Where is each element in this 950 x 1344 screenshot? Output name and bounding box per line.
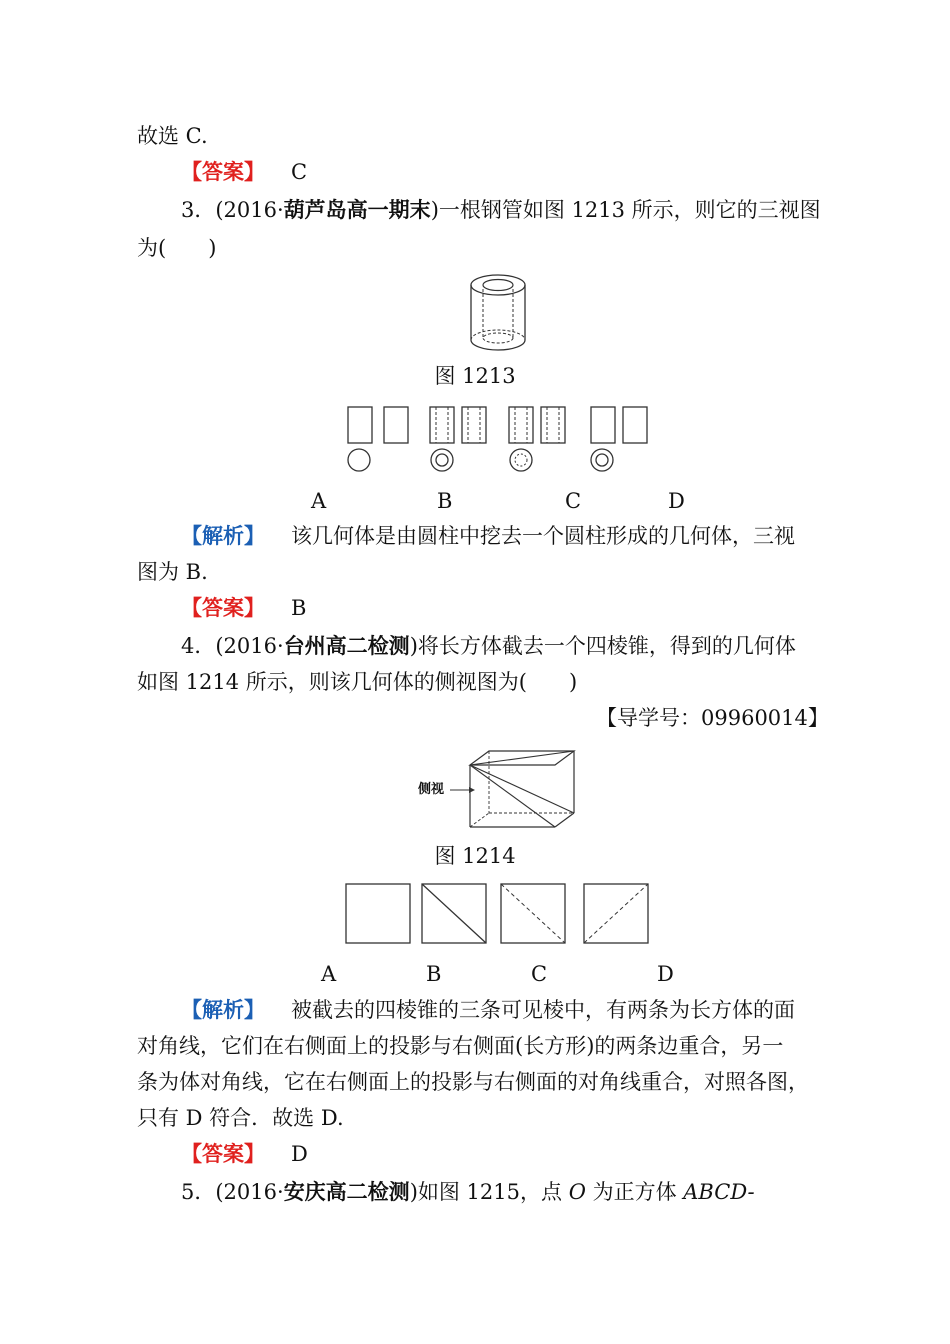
solution-q4-line1: 【解析】 被截去的四棱锥的三条可见棱中，有两条为长方体的面 <box>181 998 795 1022</box>
solution-q4-line4: 只有 D 符合．故选 D. <box>137 1106 344 1130</box>
option-label-d: D <box>657 962 674 986</box>
answer-line-q3: 【答案】 B <box>181 596 307 620</box>
question-source: 葫芦岛高一期末 <box>283 198 431 222</box>
answer-line-q2 <box>181 158 307 186</box>
option-c-side-view <box>501 884 565 943</box>
question-3-line1: 3．(2016·葫芦岛高一期末)一根钢管如图 1213 所示，则它的三视图 <box>181 198 821 222</box>
question-4-line2: 如图 1214 所示，则该几何体的侧视图为( ) <box>137 670 578 694</box>
option-label-a: A <box>321 962 337 986</box>
option-a-side-view <box>346 884 410 943</box>
options-q4-side-views <box>343 882 653 946</box>
guide-number: 【导学号：09960014】 <box>596 706 829 730</box>
solution-q3-line2: 图为 B. <box>137 560 208 584</box>
solution-q4-line3: 条为体对角线，它在右侧面上的投影与右侧面的对角线重合，对照各图， <box>137 1070 809 1094</box>
answer-tag: 【答案】 <box>181 160 265 184</box>
option-c-views <box>509 407 565 471</box>
question-source: 安庆高二检测 <box>283 1180 410 1204</box>
figure-1213-steel-pipe <box>468 272 528 356</box>
option-b-side-view <box>422 884 486 943</box>
option-label-c: C <box>565 489 582 513</box>
option-d-views <box>591 407 647 471</box>
question-4-line1: 4．(2016·台州高二检测)将长方体截去一个四棱锥，得到的几何体 <box>181 634 796 658</box>
option-label-a: A <box>311 489 327 513</box>
solution-q3-line1: 【解析】 该几何体是由圆柱中挖去一个圆柱形成的几何体，三视 <box>181 524 795 548</box>
figure-1214-cut-cuboid <box>440 748 580 830</box>
analysis-tag: 【解析】 <box>181 524 265 548</box>
option-label-d: D <box>668 489 685 513</box>
option-label-b: B <box>437 489 453 513</box>
side-view-label: 侧视 <box>418 782 445 797</box>
question-3-line2: 为( ) <box>137 236 217 260</box>
option-a-views <box>348 407 408 471</box>
option-b-views <box>430 407 486 471</box>
option-label-b: B <box>426 962 442 986</box>
figure-1213-caption: 图 1213 <box>434 364 516 388</box>
paragraph-conclusion: 故选 C. <box>137 124 208 148</box>
figure-1214-caption: 图 1214 <box>434 844 516 868</box>
answer-line-q4: 【答案】 D <box>181 1142 308 1166</box>
option-d-side-view <box>584 884 648 943</box>
solution-q4-line2: 对角线，它们在右侧面上的投影与右侧面(长方形)的两条边重合，另一 <box>137 1034 784 1058</box>
options-q3-three-views <box>345 405 655 475</box>
option-label-c: C <box>531 962 548 986</box>
answer-value: C <box>291 160 308 184</box>
question-5-line1: 5．(2016·安庆高二检测)如图 1215，点 O 为正方体 ABCD- <box>181 1180 755 1204</box>
question-source: 台州高二检测 <box>283 634 410 658</box>
